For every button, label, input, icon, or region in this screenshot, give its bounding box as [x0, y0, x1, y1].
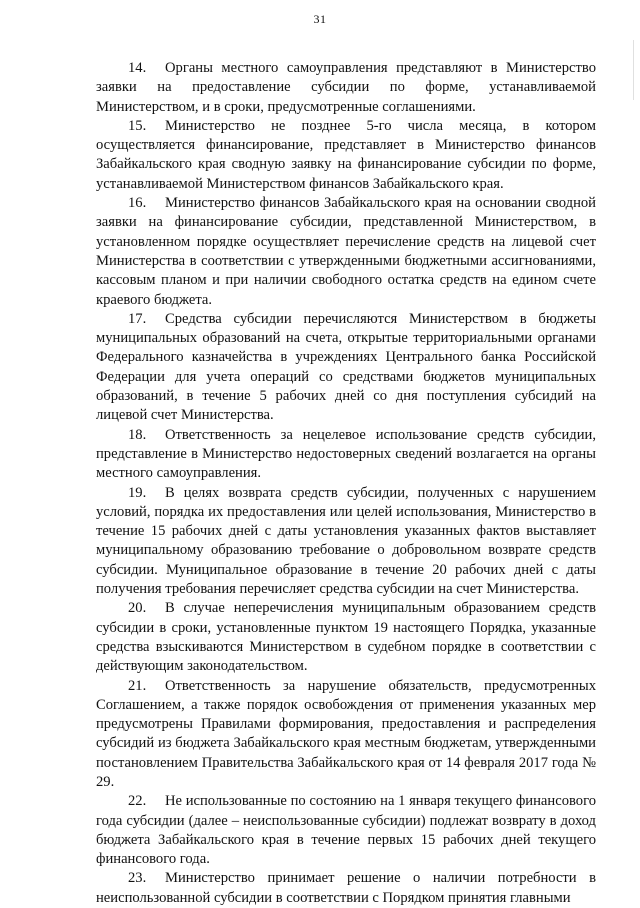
- paragraph-17: [96, 310, 596, 426]
- paragraph-15: [96, 117, 596, 194]
- paragraph-text: Ответственность за нецелевое использование средств субсидии, представление в Министерство недостоверных сведений возлагается на органы местного самоуправления.: [96, 426, 596, 482]
- paragraph-18: [96, 426, 596, 484]
- paragraph-20: [96, 599, 596, 676]
- page-number: 31: [313, 12, 327, 26]
- paragraph-16: [96, 194, 596, 310]
- paragraph-text: Ответственность за нарушение обязательств, предусмотренных Соглашением, а также порядок освобождения от применения указанных мер предусмотрены Правилами формирования, предоставления и распределения субсидий из бюджета Забайкальского края местным бюджетам, утвержденными постановлением Правительства Забайкальского края от 14 февраля 2017 года № 29.: [96, 677, 596, 790]
- paragraph-text: Министерство не позднее 5-го числа месяца, в котором осуществляется финансирование, представляет в Министерство финансов Забайкальского края сводную заявку на финансирование субсидии по форме, устанавливаемой Министерством финансов Забайкальского края.: [96, 117, 596, 192]
- paragraph-text: Не использованные по состоянию на 1 января текущего финансового года субсидии (далее – неиспользованные субсидии) подлежат возврату в доход бюджета Забайкальского края в течение первых 15 рабочих дней текущего финансового года.: [96, 793, 596, 868]
- paragraph-23: [96, 869, 596, 908]
- document-body: [96, 59, 596, 908]
- paragraph-text: Министерство финансов Забайкальского края на основании сводной заявки на финансирование субсидии, представленной Министерством, в установленном порядке осуществляет перечисление средств на лицевой счет Министерства в соответствии с утвержденными бюджетными ассигнованиями, кассовым планом и при наличии свободного остатка средств на едином счете краевого бюджета.: [96, 195, 596, 308]
- paragraph-number: 20.: [128, 600, 147, 617]
- paragraph-21: [96, 677, 596, 793]
- paragraph-14: [96, 59, 596, 117]
- paragraph-number: 23.: [128, 870, 147, 887]
- paragraph-number: 18.: [128, 426, 147, 443]
- paragraph-number: 16.: [128, 195, 147, 212]
- paragraph-number: 17.: [128, 310, 147, 327]
- paragraph-number: 15.: [128, 117, 147, 134]
- scan-margin-mark: [633, 40, 634, 100]
- paragraph-text: Министерство принимает решение о наличии потребности в неиспользованной субсидии в соответствии с Порядком принятия главными: [96, 870, 596, 906]
- paragraph-text: Средства субсидии перечисляются Министерством в бюджеты муниципальных образований на счета, открытые территориальными органами Федерального казначейства в учреждениях Центрального банка Российской Федерации для учета операций со средствами бюджетов муниципальных образований, в течение 5 рабочих дней со дня поступления субсидий на лицевой счет Министерства.: [96, 310, 596, 424]
- paragraph-text: В целях возврата средств субсидии, полученных с нарушением условий, порядка их предоставления или целей использования, Министерство в течение 15 рабочих дней с даты установления указанных фактов выставляет муниципальному образованию требование о добровольном возврате средств субсидии. Муниципальное образование в течение 20 рабочих дней с даты получения требования перечисляет средства субсидии на счет Министерства.: [96, 484, 596, 598]
- paragraph-number: 22.: [128, 793, 147, 810]
- paragraph-22: [96, 792, 596, 869]
- paragraph-number: 21.: [128, 677, 147, 694]
- paragraph-text: В случае неперечисления муниципальным образованием средств субсидии в сроки, установленные пунктом 19 настоящего Порядка, указанные средства взыскиваются Министерством в судебном порядке в соответствии с действующим законодательством.: [96, 600, 596, 675]
- paragraph-number: 19.: [128, 484, 147, 501]
- paragraph-number: 14.: [128, 60, 147, 76]
- paragraph-text: Органы местного самоуправления представляют в Министерство заявки на предоставление субсидии по форме, устанавливаемой Министерством, и в сроки, предусмотренные соглашениями.: [96, 60, 596, 115]
- paragraph-19: [96, 484, 596, 600]
